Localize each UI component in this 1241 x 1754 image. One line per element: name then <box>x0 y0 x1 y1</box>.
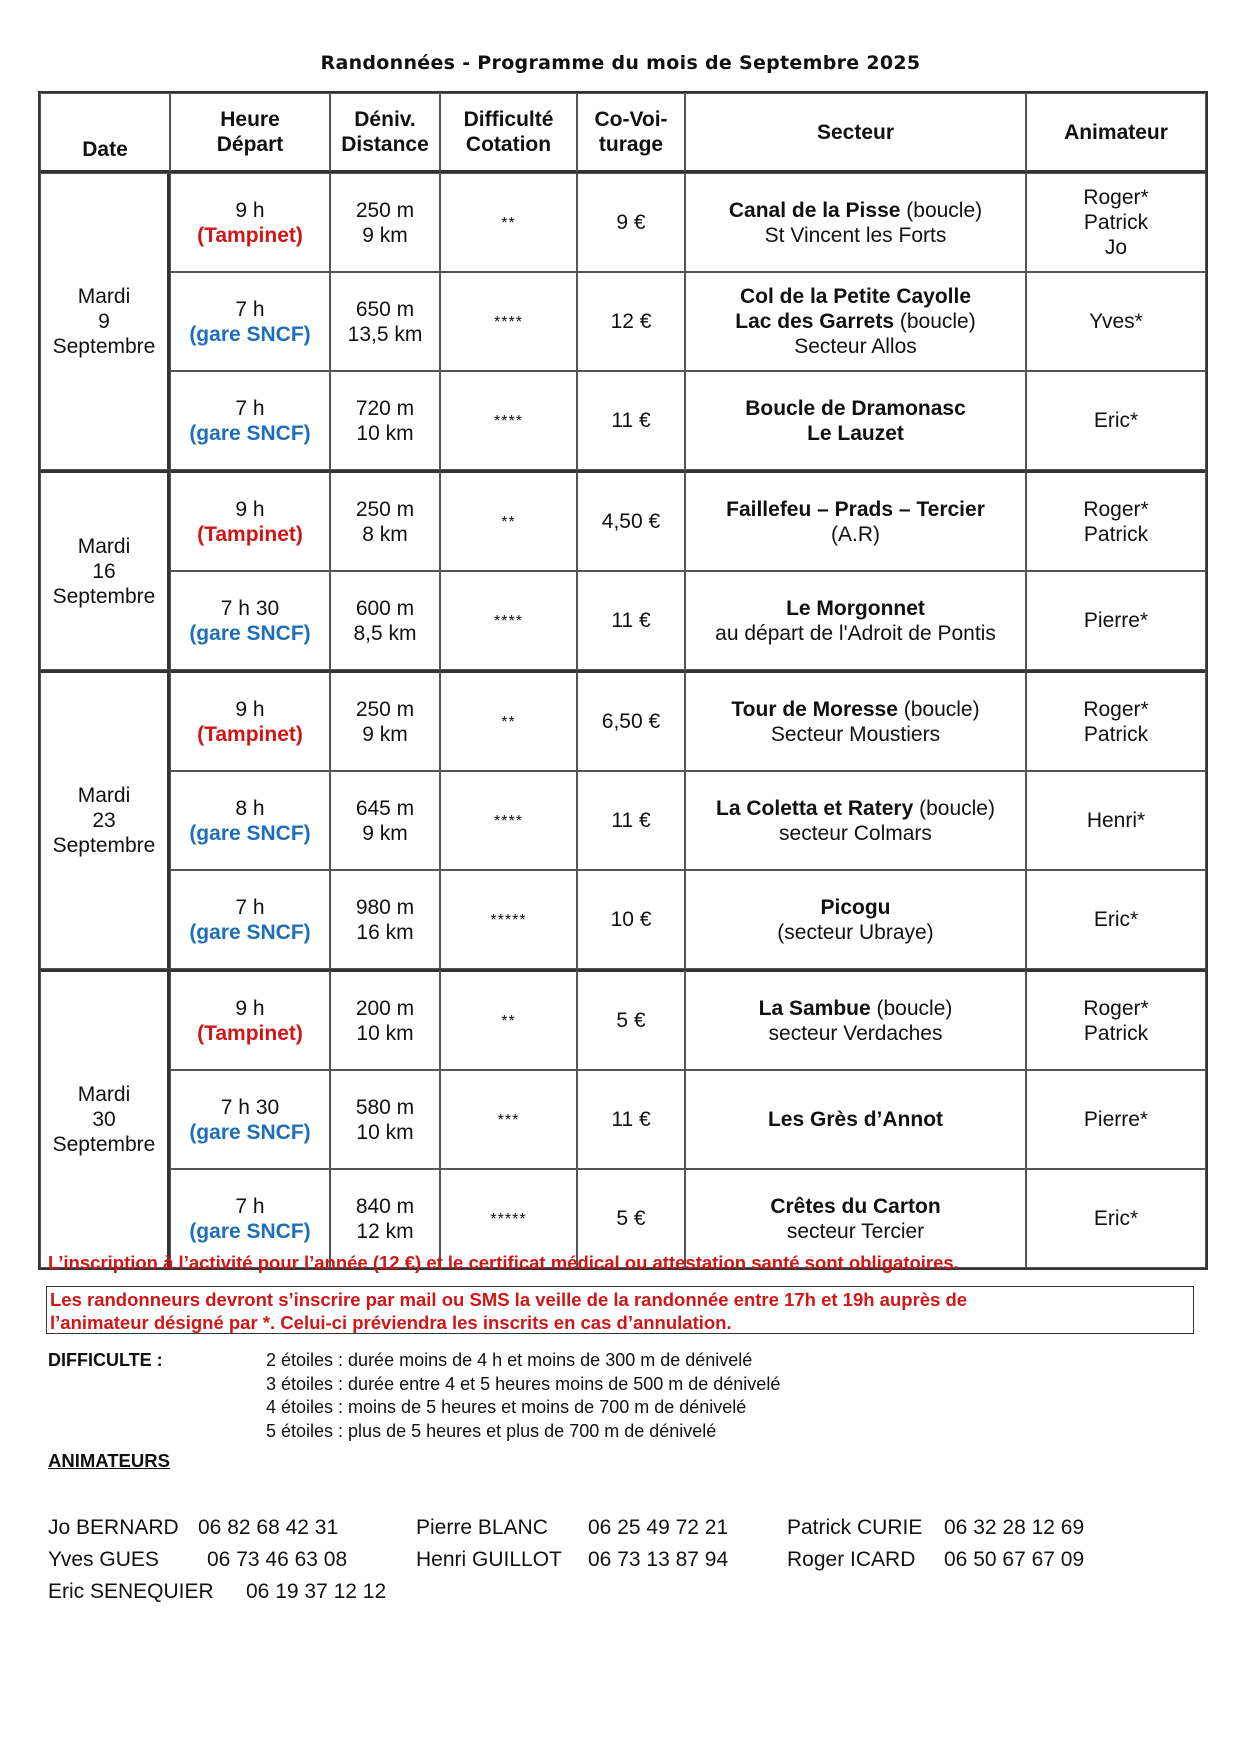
cotation-cell <box>440 969 577 1070</box>
secteur-detail: St Vincent les Forts <box>764 223 947 247</box>
date-line: Septembre <box>52 834 156 857</box>
secteur-cell <box>685 470 1026 571</box>
cotation-stars: ** <box>501 215 516 232</box>
secteur-name: Lac des Garrets <box>735 310 895 333</box>
covoiturage-cell: 11 € <box>577 1070 685 1169</box>
contact-entry <box>48 1580 387 1604</box>
contact-name: Eric SENEQUIER <box>48 1580 214 1603</box>
table-row <box>40 371 1206 470</box>
animateur-cell <box>1026 470 1206 571</box>
distance-value: 9 km <box>362 722 408 746</box>
denivele-value: 250 m <box>355 497 415 521</box>
date-cell <box>40 670 170 969</box>
distance-value: 8,5 km <box>353 621 417 645</box>
table-row <box>40 969 1206 1070</box>
secteur-line <box>689 497 1022 522</box>
contact-name: Yves GUES <box>48 1548 159 1571</box>
animateurs-title: ANIMATEURS <box>48 1450 170 1471</box>
contact-name: Henri GUILLOT <box>416 1548 562 1571</box>
distance-value: 9 km <box>362 223 408 247</box>
animateur-cell <box>1026 1070 1206 1169</box>
covoiturage-cell: 10 € <box>577 870 685 969</box>
cotation-cell <box>440 272 577 371</box>
secteur-line <box>689 596 1022 621</box>
covoiturage-cell: 9 € <box>577 173 685 272</box>
deniv-cell <box>330 173 440 272</box>
secteur-detail: (A.R) <box>831 522 880 546</box>
secteur-detail: Secteur Moustiers <box>770 722 941 746</box>
animateur-name: Eric* <box>1093 908 1139 931</box>
secteur-detail: (boucle) <box>894 310 976 333</box>
covoiturage-cell: 5 € <box>577 1169 685 1268</box>
distance-value: 16 km <box>356 920 414 944</box>
depart-location: (Tampinet) <box>197 522 303 546</box>
denivele-value: 250 m <box>355 198 415 222</box>
contact-entry <box>787 1548 1085 1572</box>
distance-value: 10 km <box>356 421 414 445</box>
heure-value: 9 h <box>235 198 265 222</box>
animateur-name: Roger* <box>1083 697 1149 721</box>
cotation-cell <box>440 870 577 969</box>
denivele-value: 250 m <box>355 697 415 721</box>
date-cell <box>40 173 170 470</box>
date-line: 9 <box>98 310 110 333</box>
cotation-cell <box>440 1070 577 1169</box>
secteur-line <box>689 309 1022 334</box>
secteur-cell <box>685 771 1026 870</box>
secteur-detail: (boucle) <box>913 796 995 820</box>
animateur-name: Roger* <box>1083 186 1149 209</box>
distance-value: 13,5 km <box>347 322 423 346</box>
deniv-cell <box>330 571 440 670</box>
contact-name: Patrick CURIE <box>787 1516 923 1539</box>
heure-value: 7 h 30 <box>220 1095 280 1119</box>
contact-entry <box>48 1548 348 1572</box>
cotation-stars: **** <box>494 413 523 430</box>
secteur-detail: (boucle) <box>870 996 953 1020</box>
cotation-stars: **** <box>494 613 523 630</box>
secteur-cell <box>685 870 1026 969</box>
animateur-name: Yves* <box>1089 310 1143 333</box>
animateur-name: Patrick <box>1083 522 1149 546</box>
date-line: Mardi <box>77 285 131 308</box>
animateur-name: Patrick <box>1083 722 1149 746</box>
secteur-line <box>689 796 1022 821</box>
animateur-name: Roger* <box>1083 497 1149 521</box>
depart-location: (gare SNCF) <box>189 1120 311 1144</box>
secteur-detail: au départ de l'Adroit de Pontis <box>715 621 996 645</box>
covoiturage-cell: 11 € <box>577 571 685 670</box>
distance-value: 10 km <box>356 1120 414 1144</box>
animateur-cell <box>1026 571 1206 670</box>
date-line: Mardi <box>77 784 131 807</box>
heure-cell <box>170 272 330 371</box>
secteur-line <box>689 284 1022 309</box>
difficulte-level: 4 étoiles : moins de 5 heures et moins de 700 m de dénivelé <box>266 1397 747 1417</box>
animateur-name: Henri* <box>1086 809 1146 832</box>
animateur-cell <box>1026 771 1206 870</box>
cotation-stars: ** <box>501 514 516 531</box>
secteur-cell <box>685 173 1026 272</box>
deniv-cell <box>330 670 440 771</box>
contact-name: Roger ICARD <box>787 1548 916 1571</box>
table-row <box>40 670 1206 771</box>
contact-phone: 06 32 28 12 69 <box>944 1516 1085 1539</box>
heure-value: 7 h <box>235 1194 265 1218</box>
heure-value: 7 h <box>235 396 265 420</box>
heure-value: 8 h <box>235 796 265 820</box>
secteur-name: Col de la Petite Cayolle <box>739 285 972 308</box>
heure-cell <box>170 571 330 670</box>
animateur-cell <box>1026 870 1206 969</box>
deniv-cell <box>330 969 440 1070</box>
cotation-stars: ** <box>501 714 516 731</box>
animateur-name: Eric* <box>1093 409 1139 432</box>
contact-phone: 06 25 49 72 21 <box>588 1516 729 1539</box>
heure-value: 9 h <box>235 697 265 721</box>
secteur-name: Le Morgonnet <box>786 596 925 620</box>
depart-location: (gare SNCF) <box>189 322 311 346</box>
secteur-cell <box>685 969 1026 1070</box>
contact-entry <box>416 1516 729 1540</box>
animateur-cell <box>1026 670 1206 771</box>
contact-phone: 06 73 46 63 08 <box>207 1548 348 1571</box>
header-covoiturage: Co-Voi- turage <box>577 93 685 173</box>
secteur-line <box>689 1194 1022 1219</box>
table-row <box>40 173 1206 272</box>
secteur-detail: (boucle) <box>900 198 983 222</box>
contact-name: Jo BERNARD <box>48 1516 179 1539</box>
covoiturage-cell: 4,50 € <box>577 470 685 571</box>
distance-value: 8 km <box>362 522 408 546</box>
deniv-cell <box>330 470 440 571</box>
secteur-line <box>689 198 1022 223</box>
cotation-stars: **** <box>494 813 523 830</box>
deniv-cell <box>330 1070 440 1169</box>
date-line: Septembre <box>52 1133 156 1156</box>
animateur-name: Patrick <box>1083 1021 1149 1045</box>
depart-location: (Tampinet) <box>197 1021 303 1045</box>
contact-phone: 06 82 68 42 31 <box>198 1516 339 1539</box>
heure-value: 7 h <box>235 895 265 919</box>
contact-phone: 06 19 37 12 12 <box>246 1580 387 1603</box>
secteur-line <box>689 697 1022 722</box>
heure-cell <box>170 470 330 571</box>
denivele-value: 580 m <box>355 1095 415 1119</box>
date-line: Mardi <box>77 534 131 558</box>
secteur-detail: (secteur Ubraye) <box>777 920 934 944</box>
animateur-cell <box>1026 1169 1206 1268</box>
denivele-value: 720 m <box>355 396 415 420</box>
secteur-name: Boucle de Dramonasc <box>745 396 966 420</box>
heure-value: 7 h <box>235 297 265 321</box>
heure-cell <box>170 670 330 771</box>
heure-value: 9 h <box>235 497 265 521</box>
date-line: Mardi <box>77 1083 131 1106</box>
date-cell <box>40 969 170 1268</box>
secteur-name: Les Grès d’Annot <box>767 1108 944 1131</box>
secteur-line <box>689 223 1022 248</box>
cotation-cell <box>440 571 577 670</box>
header-deniv: Déniv. Distance <box>330 93 440 173</box>
cotation-stars: ***** <box>490 1211 527 1228</box>
covoiturage-cell: 6,50 € <box>577 670 685 771</box>
secteur-cell <box>685 272 1026 371</box>
deniv-cell <box>330 870 440 969</box>
secteur-line <box>689 722 1022 747</box>
denivele-value: 645 m <box>355 796 415 820</box>
animateur-name: Roger* <box>1083 996 1149 1020</box>
secteur-cell <box>685 371 1026 470</box>
secteur-detail: secteur Verdaches <box>768 1021 943 1045</box>
date-cell <box>40 470 170 670</box>
animateur-name: Pierre* <box>1083 1108 1149 1131</box>
heure-cell <box>170 771 330 870</box>
secteur-line <box>689 421 1022 446</box>
secteur-detail: Secteur Allos <box>794 335 917 358</box>
heure-cell <box>170 173 330 272</box>
animateur-cell <box>1026 371 1206 470</box>
contact-entry <box>48 1516 339 1540</box>
deniv-cell <box>330 272 440 371</box>
secteur-name: Crêtes du Carton <box>770 1194 941 1218</box>
depart-location: (gare SNCF) <box>189 821 311 845</box>
difficulte-level: 5 étoiles : plus de 5 heures et plus de 700 m de dénivelé <box>266 1420 717 1441</box>
secteur-line <box>689 1021 1022 1046</box>
covoiturage-cell: 11 € <box>577 371 685 470</box>
denivele-value: 200 m <box>355 996 415 1020</box>
difficulte-label: DIFFICULTE : <box>48 1350 163 1370</box>
secteur-cell <box>685 1070 1026 1169</box>
cotation-cell <box>440 173 577 272</box>
secteur-line <box>689 895 1022 920</box>
covoiturage-cell: 5 € <box>577 969 685 1070</box>
secteur-name: La Sambue <box>758 996 871 1020</box>
deniv-cell <box>330 771 440 870</box>
table-row <box>40 1070 1206 1169</box>
animateur-name: Jo <box>1104 236 1128 259</box>
heure-cell <box>170 371 330 470</box>
secteur-name: La Coletta et Ratery <box>716 796 914 820</box>
table-row <box>40 571 1206 670</box>
secteur-detail: secteur Colmars <box>779 821 932 845</box>
secteur-name: Tour de Moresse <box>731 697 898 721</box>
deniv-cell <box>330 371 440 470</box>
denivele-value: 650 m <box>355 297 415 321</box>
secteur-line <box>689 621 1022 646</box>
animateur-cell <box>1026 969 1206 1070</box>
secteur-detail: (boucle) <box>897 697 980 721</box>
date-line: 16 <box>92 559 116 583</box>
covoiturage-cell: 12 € <box>577 272 685 371</box>
heure-value: 7 h 30 <box>220 596 280 620</box>
header-date: Date <box>40 93 170 173</box>
heure-cell <box>170 870 330 969</box>
contact-name: Pierre BLANC <box>416 1516 548 1539</box>
secteur-line <box>689 1107 1022 1132</box>
table-row <box>40 771 1206 870</box>
denivele-value: 980 m <box>355 895 415 919</box>
heure-cell <box>170 969 330 1070</box>
secteur-line <box>689 821 1022 846</box>
distance-value: 9 km <box>362 821 408 845</box>
difficulte-list <box>266 1349 780 1443</box>
inscription-note: L’inscription à l’activité pour l’année (12 €) et le certificat médical ou attestation santé sont obligatoires. <box>48 1252 959 1273</box>
table-row <box>40 870 1206 969</box>
animateur-name: Pierre* <box>1083 609 1149 632</box>
animateur-name: Patrick <box>1083 211 1149 234</box>
difficulte-level: 2 étoiles : durée moins de 4 h et moins de 300 m de dénivelé <box>266 1350 753 1370</box>
date-line: Septembre <box>52 335 156 358</box>
heure-cell <box>170 1070 330 1169</box>
covoiturage-cell: 11 € <box>577 771 685 870</box>
secteur-detail: secteur Tercier <box>786 1219 925 1243</box>
cotation-stars: *** <box>497 1112 520 1129</box>
secteur-line <box>689 396 1022 421</box>
secteur-name: Canal de la Pisse <box>728 198 901 222</box>
depart-location: (gare SNCF) <box>189 421 311 445</box>
page-title: Randonnées - Programme du mois de Septembre 2025 <box>320 52 921 74</box>
cotation-cell <box>440 371 577 470</box>
date-line: 23 <box>92 809 116 832</box>
table-header-row <box>40 93 1206 173</box>
header-secteur: Secteur <box>685 93 1026 173</box>
depart-location: (Tampinet) <box>197 223 303 247</box>
secteur-name: Picogu <box>820 895 891 919</box>
difficulte-level: 3 étoiles : durée entre 4 et 5 heures moins de 500 m de dénivelé <box>266 1373 781 1394</box>
denivele-value: 600 m <box>355 596 415 620</box>
cotation-cell <box>440 670 577 771</box>
header-heure: Heure Départ <box>170 93 330 173</box>
depart-location: (gare SNCF) <box>189 1219 311 1243</box>
cotation-cell <box>440 771 577 870</box>
cotation-cell <box>440 470 577 571</box>
secteur-name: Le Lauzet <box>807 421 904 445</box>
depart-location: (Tampinet) <box>197 722 303 746</box>
secteur-line <box>689 920 1022 945</box>
date-line: 30 <box>92 1108 116 1131</box>
table-row <box>40 470 1206 571</box>
denivele-value: 840 m <box>355 1194 415 1218</box>
depart-location: (gare SNCF) <box>189 621 311 645</box>
program-table <box>38 91 1208 1270</box>
distance-value: 10 km <box>356 1021 414 1045</box>
heure-value: 9 h <box>235 996 265 1020</box>
header-animateur: Animateur <box>1026 93 1206 173</box>
contact-entry <box>416 1548 729 1572</box>
secteur-cell <box>685 670 1026 771</box>
contact-phone: 06 73 13 87 94 <box>588 1548 729 1571</box>
contact-entry <box>787 1516 1085 1540</box>
secteur-name: Faillefeu – Prads – Tercier <box>726 497 985 521</box>
secteur-line <box>689 996 1022 1021</box>
animateur-name: Eric* <box>1093 1207 1139 1230</box>
table-row <box>40 272 1206 371</box>
secteur-cell <box>685 571 1026 670</box>
secteur-line <box>689 522 1022 547</box>
animateur-cell <box>1026 173 1206 272</box>
animateur-cell <box>1026 272 1206 371</box>
secteur-line <box>689 334 1022 359</box>
distance-value: 12 km <box>356 1219 414 1243</box>
table-body <box>40 173 1206 1268</box>
depart-location: (gare SNCF) <box>189 920 311 944</box>
mail-note: Les randonneurs devront s’inscrire par mail ou SMS la veille de la randonnée entre 17h et 19h auprès de l’animateur désigné par *. Celui-ci préviendra les inscrits en cas d’annulation. <box>46 1286 1194 1334</box>
secteur-line <box>689 1219 1022 1244</box>
cotation-stars: ** <box>501 1013 516 1030</box>
header-difficulte: Difficulté Cotation <box>440 93 577 173</box>
cotation-stars: **** <box>494 314 523 331</box>
date-line: Septembre <box>52 584 156 608</box>
contact-phone: 06 50 67 67 09 <box>944 1548 1085 1571</box>
cotation-stars: ***** <box>490 912 527 929</box>
